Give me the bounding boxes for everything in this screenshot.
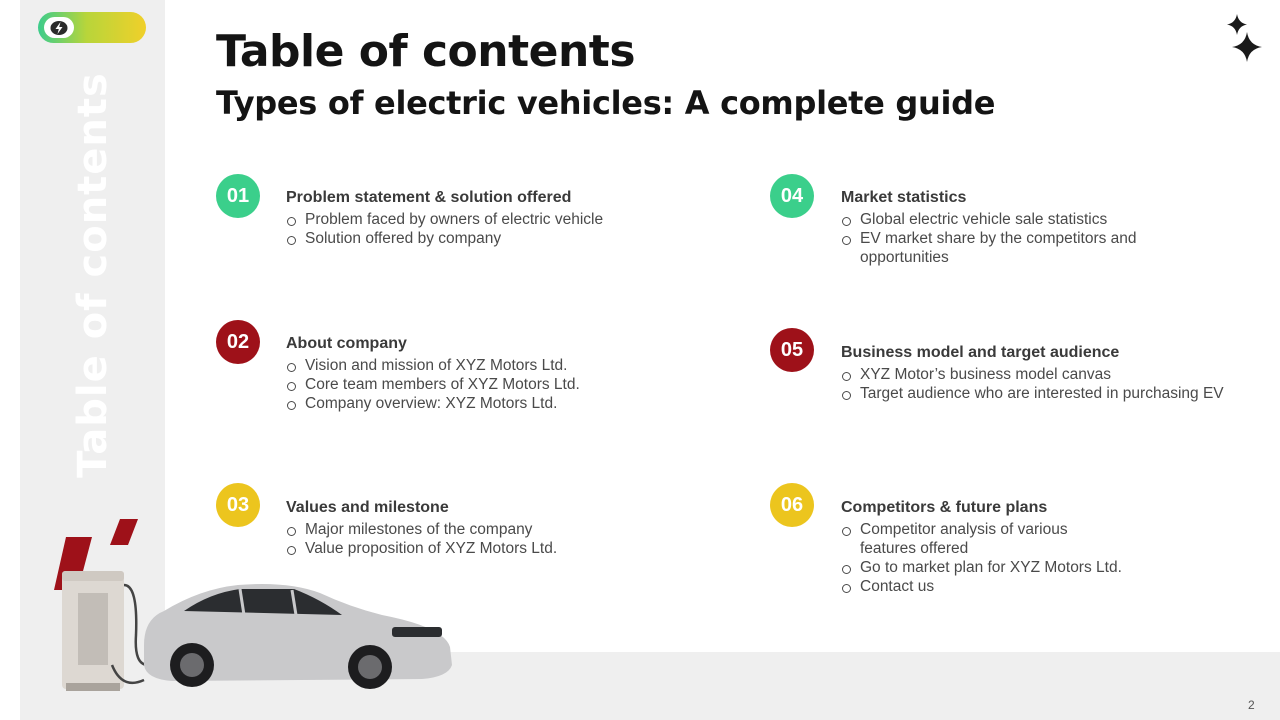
- toc-section: [286, 334, 726, 413]
- section-items: [841, 210, 1161, 267]
- list-item: Competitor analysis of various features offered: [841, 520, 1081, 558]
- section-items: [841, 520, 1141, 596]
- ev-charger-car-illustration: [52, 515, 462, 695]
- list-item: Global electric vehicle sale statistics: [841, 210, 1161, 229]
- sparkle-icon: [1222, 12, 1270, 68]
- list-item: Contact us: [841, 577, 1141, 596]
- section-heading[interactable]: Market statistics: [841, 189, 967, 206]
- section-number-badge: 02: [216, 320, 260, 364]
- section-items: [841, 365, 1251, 403]
- section-number-badge: 05: [770, 328, 814, 372]
- section-heading[interactable]: Competitors & future plans: [841, 499, 1048, 516]
- section-number-badge: 04: [770, 174, 814, 218]
- list-item: Problem faced by owners of electric vehicle: [286, 210, 726, 229]
- section-heading[interactable]: Values and milestone: [286, 499, 449, 516]
- toc-section: [841, 188, 1161, 267]
- section-number-badge: 06: [770, 483, 814, 527]
- page-subtitle: Types of electric vehicles: A complete guide: [216, 84, 996, 122]
- section-items: [286, 356, 726, 413]
- list-item: Major milestones of the company: [286, 520, 726, 539]
- section-items: [286, 210, 726, 248]
- list-item: XYZ Motor’s business model canvas: [841, 365, 1251, 384]
- page-title: Table of contents: [216, 26, 636, 77]
- section-number-badge: 03: [216, 483, 260, 527]
- toc-section: [286, 188, 726, 248]
- list-item: Company overview: XYZ Motors Ltd.: [286, 394, 726, 413]
- list-item: Solution offered by company: [286, 229, 726, 248]
- page-number: 2: [1248, 698, 1255, 712]
- lightning-bolt-icon: [44, 17, 74, 38]
- brand-badge: [38, 12, 146, 43]
- vertical-watermark: Table of contents: [70, 72, 116, 478]
- list-item: Value proposition of XYZ Motors Ltd.: [286, 539, 726, 558]
- section-heading[interactable]: Problem statement & solution offered: [286, 189, 572, 206]
- list-item: Vision and mission of XYZ Motors Ltd.: [286, 356, 726, 375]
- list-item: EV market share by the competitors and opportunities: [841, 229, 1161, 267]
- list-item: Core team members of XYZ Motors Ltd.: [286, 375, 726, 394]
- ev-charger-icon: [62, 571, 154, 691]
- car-icon: [144, 584, 452, 689]
- section-heading[interactable]: About company: [286, 335, 407, 352]
- section-number-badge: 01: [216, 174, 260, 218]
- toc-section: [841, 498, 1141, 596]
- toc-section: [841, 343, 1251, 403]
- list-item: Go to market plan for XYZ Motors Ltd.: [841, 558, 1141, 577]
- section-heading[interactable]: Business model and target audience: [841, 344, 1120, 361]
- list-item: Target audience who are interested in purchasing EV: [841, 384, 1251, 403]
